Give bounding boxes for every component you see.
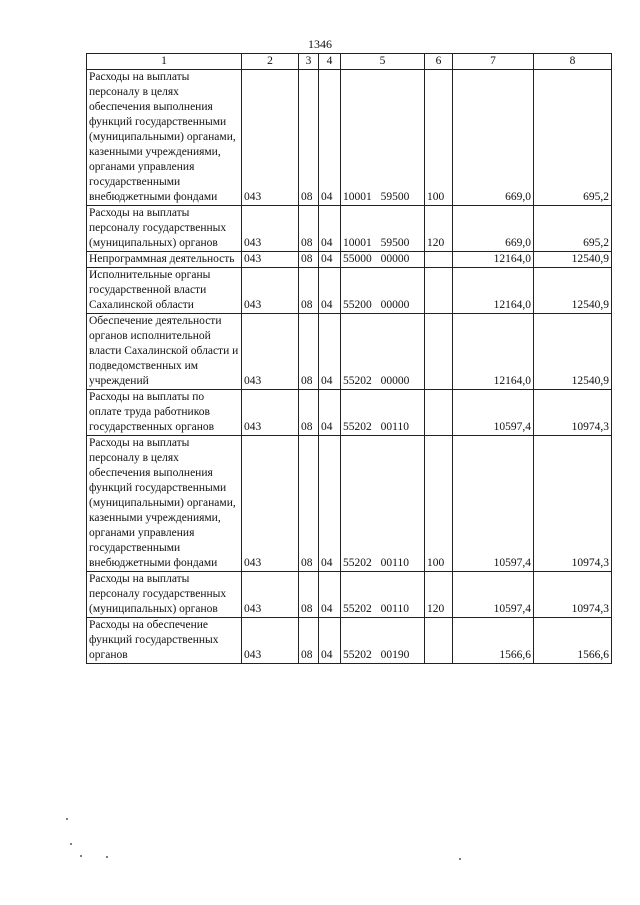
section-code: 08	[299, 268, 319, 314]
amount-year-2: 12540,9	[534, 252, 612, 268]
table-row	[87, 436, 612, 572]
scan-speck	[66, 818, 68, 820]
amount-year-1: 10597,4	[453, 390, 534, 436]
subsection-code: 04	[319, 252, 341, 268]
expense-type-code: 120	[425, 572, 453, 618]
target-code: 10001 59500	[341, 70, 425, 206]
row-name: Расходы на выплаты персоналу государственных (муниципальных) органов	[87, 572, 242, 618]
section-code: 08	[299, 436, 319, 572]
scan-speck	[459, 858, 461, 860]
expense-type-code: 100	[425, 70, 453, 206]
section-code: 08	[299, 206, 319, 252]
amount-year-2: 1566,6	[534, 618, 612, 664]
header-row	[87, 54, 612, 70]
table-row	[87, 314, 612, 390]
target-code: 55000 00000	[341, 252, 425, 268]
target-code: 55202 00110	[341, 436, 425, 572]
table-row	[87, 572, 612, 618]
amount-year-1: 10597,4	[453, 436, 534, 572]
amount-year-2: 10974,3	[534, 390, 612, 436]
row-name: Обеспечение деятельности органов исполнительной власти Сахалинской области и подведомственных им учреждений	[87, 314, 242, 390]
column-header: 5	[341, 54, 425, 70]
subsection-code: 04	[319, 618, 341, 664]
section-code: 08	[299, 572, 319, 618]
target-code: 55202 00190	[341, 618, 425, 664]
row-name: Непрограммная деятельность	[87, 252, 242, 268]
ministry-code: 043	[242, 390, 299, 436]
section-code: 08	[299, 70, 319, 206]
subsection-code: 04	[319, 206, 341, 252]
scan-speck	[80, 855, 82, 857]
amount-year-1: 1566,6	[453, 618, 534, 664]
section-code: 08	[299, 252, 319, 268]
ministry-code: 043	[242, 268, 299, 314]
table-row	[87, 252, 612, 268]
target-code: 55202 00110	[341, 572, 425, 618]
expense-type-code: 120	[425, 206, 453, 252]
table-row	[87, 618, 612, 664]
ministry-code: 043	[242, 252, 299, 268]
ministry-code: 043	[242, 206, 299, 252]
expense-type-code	[425, 314, 453, 390]
section-code: 08	[299, 618, 319, 664]
expense-type-code: 100	[425, 436, 453, 572]
row-name: Расходы на выплаты персоналу в целях обеспечения выполнения функций государственными (муниципальными) органами, казенными учреждениями, органами управления государственными внебюджетными фондами	[87, 70, 242, 206]
row-name: Расходы на выплаты персоналу в целях обеспечения выполнения функций государственными (муниципальными) органами, казенными учреждениями, органами управления государственными внебюджетными фондами	[87, 436, 242, 572]
amount-year-1: 12164,0	[453, 268, 534, 314]
target-code: 55202 00000	[341, 314, 425, 390]
column-header: 6	[425, 54, 453, 70]
scan-speck	[70, 843, 72, 845]
row-name: Расходы на обеспечение функций государственных органов	[87, 618, 242, 664]
ministry-code: 043	[242, 314, 299, 390]
subsection-code: 04	[319, 572, 341, 618]
amount-year-2: 695,2	[534, 206, 612, 252]
column-header: 4	[319, 54, 341, 70]
expense-type-code	[425, 390, 453, 436]
ministry-code: 043	[242, 572, 299, 618]
amount-year-2: 10974,3	[534, 436, 612, 572]
section-code: 08	[299, 390, 319, 436]
subsection-code: 04	[319, 70, 341, 206]
ministry-code: 043	[242, 436, 299, 572]
row-name: Исполнительные органы государственной власти Сахалинской области	[87, 268, 242, 314]
subsection-code: 04	[319, 390, 341, 436]
amount-year-2: 12540,9	[534, 268, 612, 314]
table-row	[87, 206, 612, 252]
target-code: 55202 00110	[341, 390, 425, 436]
ministry-code: 043	[242, 70, 299, 206]
subsection-code: 04	[319, 436, 341, 572]
amount-year-1: 669,0	[453, 206, 534, 252]
amount-year-1: 10597,4	[453, 572, 534, 618]
amount-year-2: 10974,3	[534, 572, 612, 618]
column-header: 2	[242, 54, 299, 70]
column-header: 7	[453, 54, 534, 70]
amount-year-2: 12540,9	[534, 314, 612, 390]
column-header: 3	[299, 54, 319, 70]
amount-year-2: 695,2	[534, 70, 612, 206]
section-code: 08	[299, 314, 319, 390]
row-name: Расходы на выплаты по оплате труда работников государственных органов	[87, 390, 242, 436]
row-name: Расходы на выплаты персоналу государственных (муниципальных) органов	[87, 206, 242, 252]
expense-type-code	[425, 618, 453, 664]
subsection-code: 04	[319, 314, 341, 390]
subsection-code: 04	[319, 268, 341, 314]
target-code: 10001 59500	[341, 206, 425, 252]
table-row	[87, 70, 612, 206]
expense-type-code	[425, 252, 453, 268]
column-header: 1	[87, 54, 242, 70]
amount-year-1: 12164,0	[453, 314, 534, 390]
table-row	[87, 268, 612, 314]
amount-year-1: 669,0	[453, 70, 534, 206]
expense-type-code	[425, 268, 453, 314]
amount-year-1: 12164,0	[453, 252, 534, 268]
page-number: 1346	[308, 37, 332, 51]
target-code: 55200 00000	[341, 268, 425, 314]
table-row	[87, 390, 612, 436]
scan-speck	[106, 856, 108, 858]
budget-table	[86, 53, 612, 664]
ministry-code: 043	[242, 618, 299, 664]
column-header: 8	[534, 54, 612, 70]
